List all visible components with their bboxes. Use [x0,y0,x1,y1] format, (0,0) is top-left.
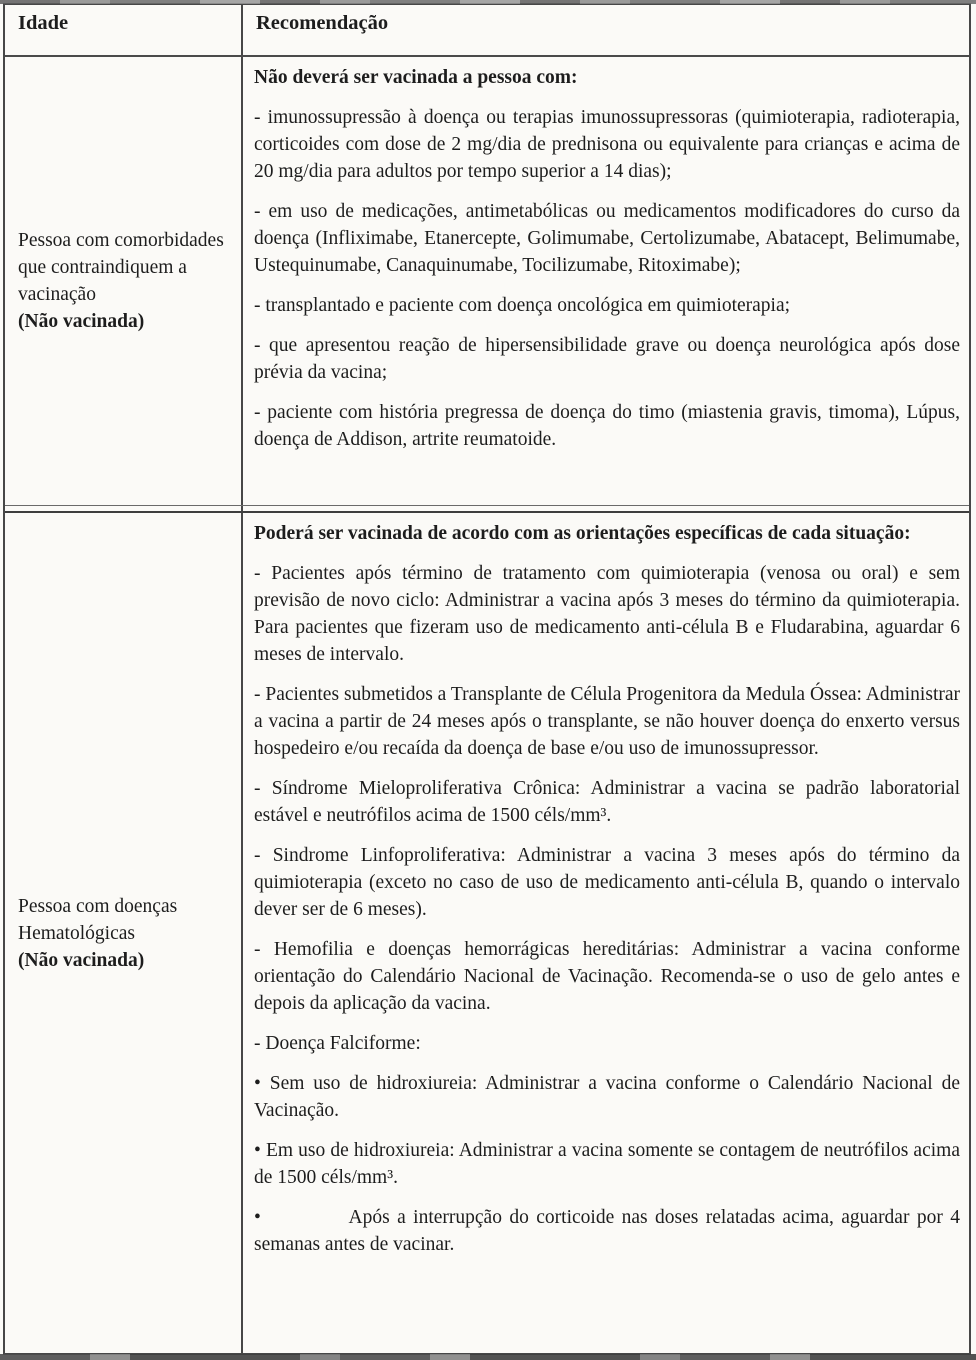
age-cell-hematologicas [5,513,243,1353]
recommendation-bullet: • Em uso de hidroxiureia: Administrar a vacina somente se contagem de neutrófilos acima de 1500 céls/mm³. [254,1140,960,1188]
age-note-nao-vacinada: (Não vacinada) [18,949,145,971]
vaccination-recommendation-table [3,3,971,1355]
scan-top-edge [0,0,976,4]
recommendation-heading: Não deverá ser vacinada a pessoa com: [254,67,578,88]
age-cell-comorbidades [5,57,243,505]
recommendation-bullet: • Sem uso de hidroxiureia: Administrar a vacina conforme o Calendário Nacional de Vacinação. [254,1073,960,1121]
recommendation-cell-comorbidades [243,57,969,505]
recommendation-paragraph: - Pacientes submetidos a Transplante de Célula Progenitora da Medula Óssea: Administrar a vacina a partir de 24 meses após o transplante, se não houver doença do enxerto versus hospedeiro e/ou recaída da doença de base e/ou uso de imunossupressor. [254,684,960,759]
recommendation-paragraph: - que apresentou reação de hipersensibilidade grave ou doença neurológica após dose prévia da vacina; [254,335,960,383]
recommendation-paragraph: - paciente com história pregressa de doença do timo (miastenia gravis, timoma), Lúpus, doença de Addison, artrite reumatoide. [254,402,960,450]
recommendation-bullet: • Após a interrupção do corticoide nas doses relatadas acima, aguardar por 4 semanas antes de vacinar. [254,1207,960,1255]
recommendation-cell-hematologicas [243,513,969,1353]
column-header-recommendation: Recomendação [256,12,389,34]
recommendation-paragraph: - transplantado e paciente com doença oncológica em quimioterapia; [254,295,791,316]
table-row-hematologicas [5,513,969,1353]
table-row-comorbidades [5,57,969,506]
age-cell-text-block [18,227,227,335]
row-divider-left-segment [5,506,243,511]
scan-bottom-edge [0,1354,976,1360]
recommendation-paragraph: - Sindrome Linfoproliferativa: Administrar a vacina 3 meses após do término da quimioterapia (exceto no caso de uso de medicamento anti-célula B, quando o intervalo dever ser de 6 meses). [254,845,960,920]
age-label: Pessoa com comorbidades que contraindiquem a vacinação [18,230,224,305]
recommendation-paragraph: - imunossupressão à doença ou terapias imunossupressoras (quimioterapia, radioterapia, corticoides com dose de 2 mg/dia de prednisona ou equivalente para crianças e acima de 20 mg/dia para adultos por tempo superior a 14 dias); [254,107,960,182]
age-label: Pessoa com doenças Hematológicas [18,895,178,944]
age-note-nao-vacinada: (Não vacinada) [18,311,145,332]
age-cell-text-block [18,893,227,974]
recommendation-paragraph: - em uso de medicações, antimetabólicas ou medicamentos modificadores do curso da doença (Infliximabe, Etanercepte, Golimumabe, Certolizumabe, Abatacept, Belimumabe, Ustequinumabe, Canaquinumabe, Tocilizumabe, Ritoximabe); [254,201,960,276]
row-divider-right-segment [243,506,969,511]
header-cell-idade [5,5,243,55]
recommendation-paragraph: - Pacientes após término de tratamento com quimioterapia (venosa ou oral) e sem previsão de novo ciclo: Administrar a vacina após 3 meses do término da quimioterapia. Para pacientes que fizeram uso de medicamento anti-célula B e Fludarabina, aguardar 6 meses de intervalo. [254,563,960,665]
recommendation-heading: Poderá ser vacinada de acordo com as orientações específicas de cada situação: [254,523,911,544]
recommendation-paragraph: - Hemofilia e doenças hemorrágicas hereditárias: Administrar a vacina conforme orientação do Calendário Nacional de Vacinação. Recomenda-se o uso de gelo antes e depois da aplicação da vacina. [254,939,960,1014]
row-divider-double-line [5,506,969,513]
recommendation-paragraph: - Síndrome Mieloproliferativa Crônica: Administrar a vacina se padrão laboratorial estável e neutrófilos acima de 1500 céls/mm³. [254,778,960,826]
table-header-row [5,5,969,57]
recommendation-paragraph: - Doença Falciforme: [254,1033,421,1054]
column-header-age: Idade [18,12,69,34]
header-cell-recomendacao [243,5,969,55]
